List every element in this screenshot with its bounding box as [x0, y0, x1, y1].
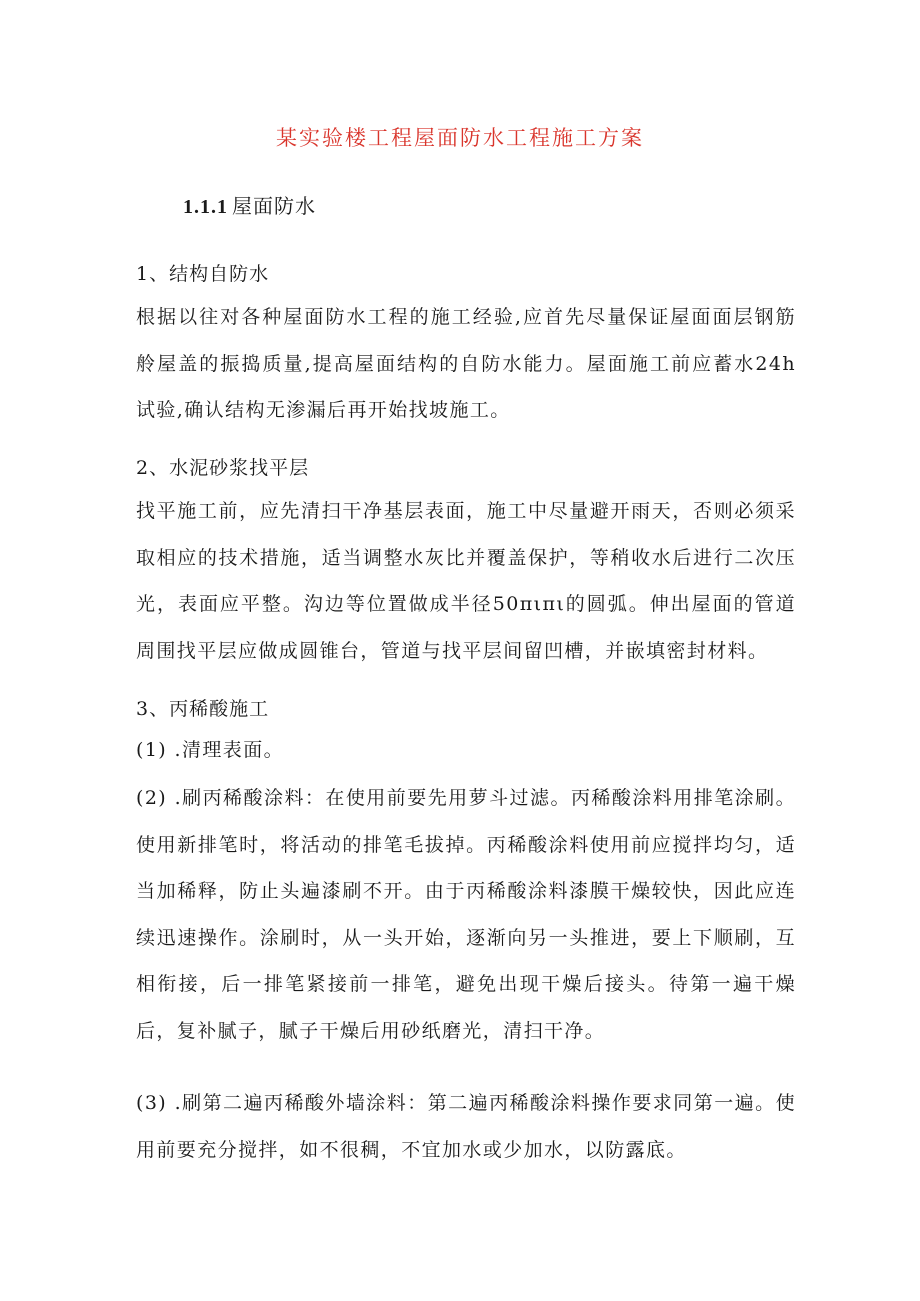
item-title-structural-waterproofing: 1、结构自防水	[136, 263, 270, 285]
paragraph-structural-waterproofing: 根据以往对各种屋面防水工程的施工经验,应首先尽量保证屋面面层钢筋舲屋盖的振捣质量,提高屋面结构的自防水能力。屋面施工前应蓄水24h试验,确认结构无渗漏后再开始找坡施工。	[136, 306, 796, 421]
step-clean-surface: (1) .清理表面。	[136, 739, 284, 761]
paragraph-leveling-layer: 找平施工前，应先清扫干净基层表面，施工中尽量避开雨天，否则必须采取相应的技术措施，适当调整水灰比并覆盖保护，等稍收水后进行二次压光，表面应平整。沟边等位置做成半径50πιπι的圆弧。伸出屋面的管道周围找平层应做成圆锥台，管道与找平层间留凹槽，并嵌填密封材料。	[136, 500, 796, 662]
section-heading	[183, 190, 316, 219]
section-number: 1.1.1	[183, 196, 228, 218]
item-title-leveling-layer: 2、水泥砂浆找平层	[136, 457, 310, 479]
item-title-acrylic-construction: 3、丙稀酸施工	[136, 698, 270, 720]
step-first-coat: (2) .刷丙稀酸涂料：在使用前要先用萝斗过滤。丙稀酸涂料用排笔涂刷。使用新排笔时，将活动的排笔毛拔掉。丙稀酸涂料使用前应搅拌均匀，适当加稀释，防止头遍漆刷不开。由于丙稀酸涂料漆膜干燥较快，因此应连续迅速操作。涂刷时，从一头开始，逐渐向另一头推进，要上下顺刷，互相衔接，后一排笔紧接前一排笔，避免出现干燥后接头。待第一遍干燥后，复补腻子，腻子干燥后用砂纸磨光，清扫干净。	[136, 787, 796, 1042]
section-label: 屋面防水	[232, 194, 316, 218]
document-title: 某实验楼工程屋面防水工程施工方案	[276, 126, 644, 150]
step-second-coat: (3) .刷第二遍丙稀酸外墙涂料：第二遍丙稀酸涂料操作要求同第一遍。使用前要充分搅拌，如不很稠，不宜加水或少加水，以防露底。	[136, 1092, 796, 1161]
